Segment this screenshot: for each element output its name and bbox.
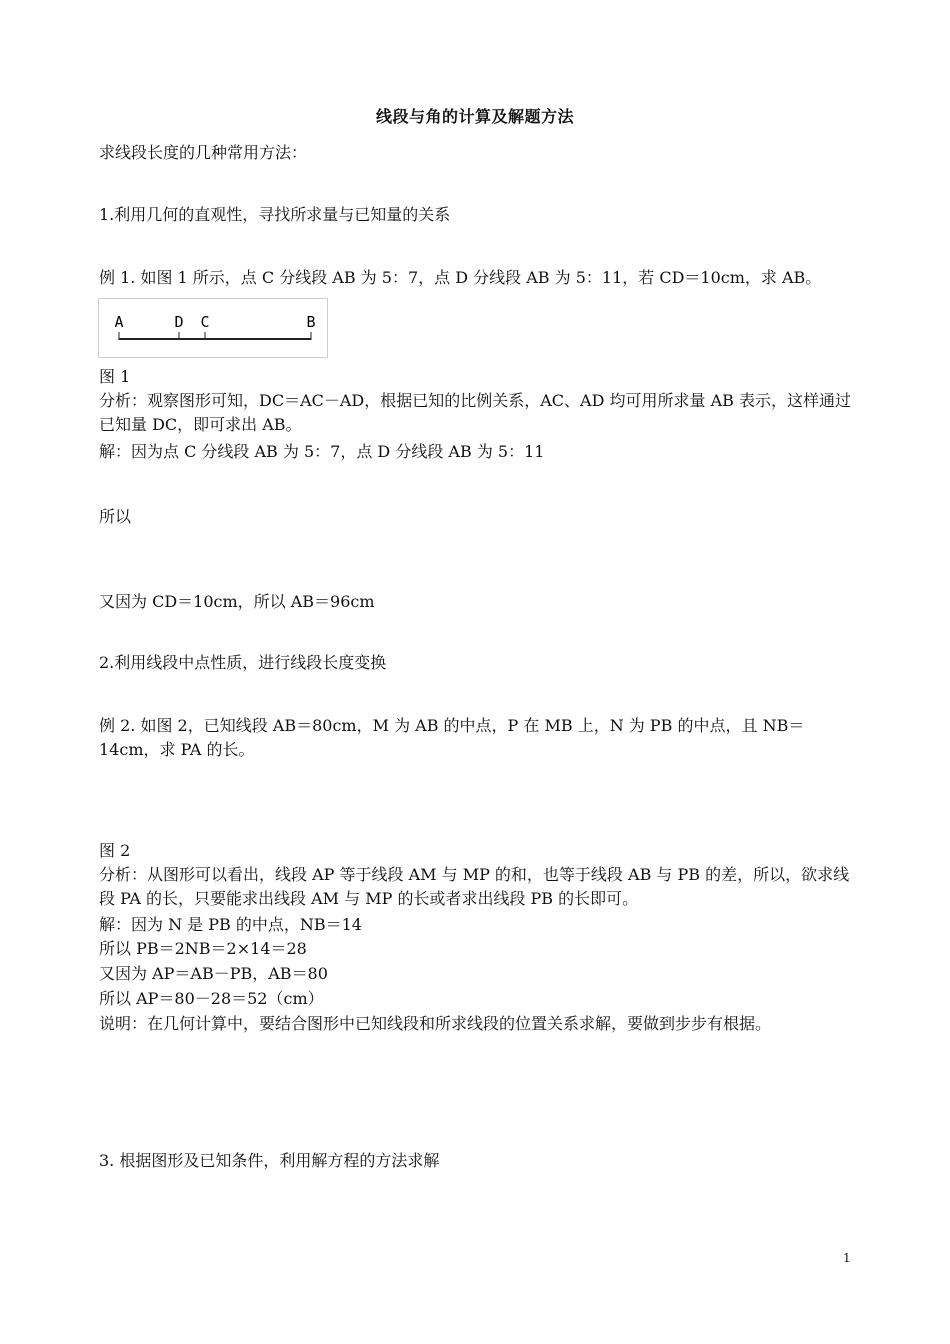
section3-heading: 3. 根据图形及已知条件，利用解方程的方法求解 [99, 1151, 440, 1170]
page-title: 线段与角的计算及解题方法 [375, 107, 574, 126]
label-c: C [200, 313, 210, 331]
figure-2-caption: 图 2 [99, 841, 131, 860]
so-text: 所以 [99, 507, 132, 526]
conclusion-1: 又因为 CD＝10cm，所以 AB＝96cm [99, 592, 375, 611]
solution-step-4: 所以 AP＝80－28＝52（cm） [99, 989, 324, 1008]
section2-heading: 2.利用线段中点性质，进行线段长度变换 [99, 653, 387, 672]
solution-step-2: 所以 PB＝2NB＝2×14＝28 [99, 939, 307, 958]
intro-text: 求线段长度的几种常用方法： [99, 143, 308, 162]
label-d: D [174, 313, 184, 331]
analysis-1: 分析：观察图形可知，DC＝AC－AD，根据已知的比例关系，AC、AD 均可用所求量 AB 表示，这样通过已知量 DC，即可求出 AB。 [99, 391, 852, 434]
solution-step-3: 又因为 AP＝AB－PB，AB＝80 [99, 964, 328, 983]
solution-step-1: 解：因为 N 是 PB 的中点，NB＝14 [99, 915, 362, 934]
label-b: B [306, 313, 316, 331]
analysis-2: 分析：从图形可以看出，线段 AP 等于线段 AM 与 MP 的和，也等于线段 AB 与 PB 的差，所以，欲求线段 PA 的长，只要能求出线段 AM 与 MP 的长或者求出线段 PB 的长即可。 [99, 865, 850, 908]
example1-text: 例 1. 如图 1 所示，点 C 分线段 AB 为 5：7，点 D 分线段 AB 为 5：11，若 CD＝10cm，求 AB。 [99, 268, 822, 287]
page-number: 1 [843, 1251, 851, 1265]
note-text: 说明：在几何计算中，要结合图形中已知线段和所求线段的位置关系求解，要做到步步有根据。 [99, 1014, 772, 1033]
label-a: A [114, 313, 124, 331]
section1-heading: 1.利用几何的直观性，寻找所求量与已知量的关系 [99, 205, 451, 224]
figure-1-diagram [98, 298, 328, 358]
segment-diagram [99, 299, 327, 357]
figure-1-caption: 图 1 [99, 367, 131, 386]
example2-text: 例 2. 如图 2，已知线段 AB＝80cm，M 为 AB 的中点，P 在 MB 上，N 为 PB 的中点，且 NB＝14cm，求 PA 的长。 [99, 716, 805, 759]
solution-1: 解：因为点 C 分线段 AB 为 5：7，点 D 分线段 AB 为 5：11 [99, 442, 545, 461]
